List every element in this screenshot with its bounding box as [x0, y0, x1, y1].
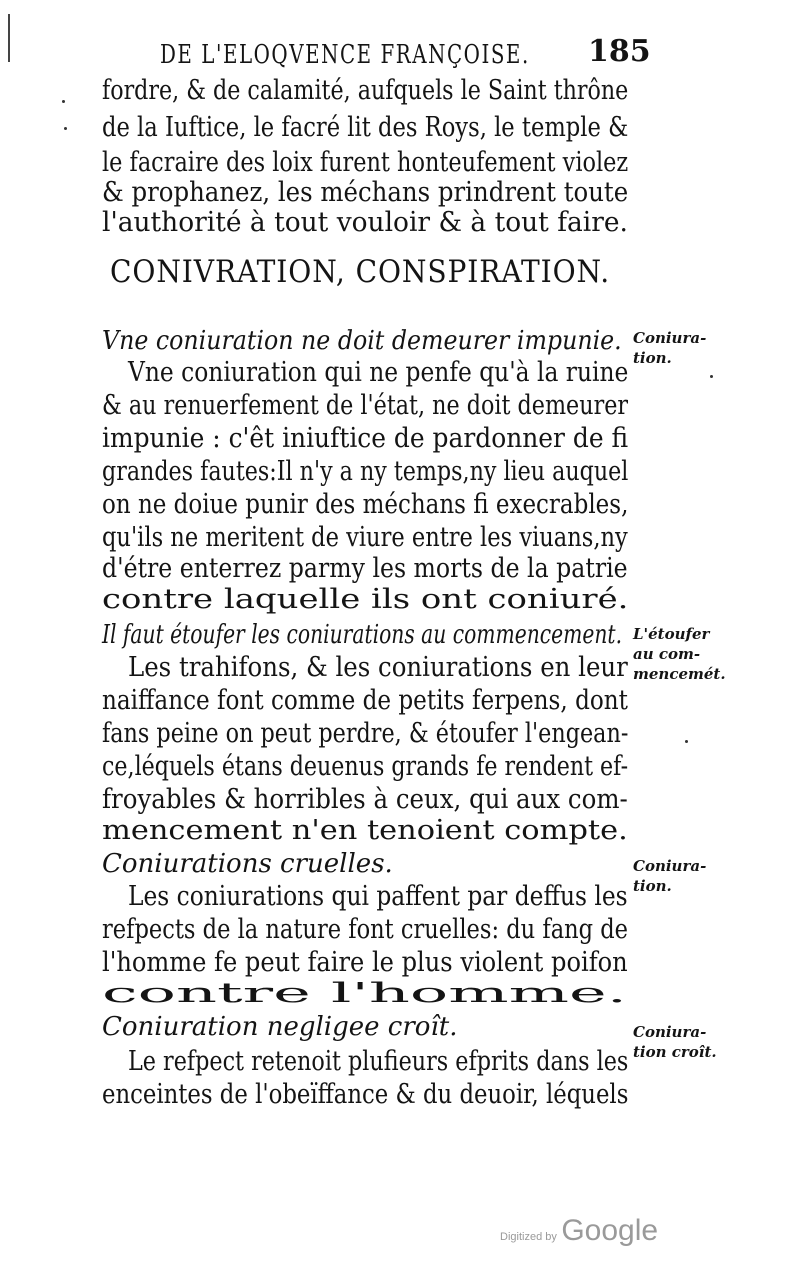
digitization-watermark	[500, 1214, 658, 1248]
intro-line: & prophanez, les méchans prindrent toute	[102, 177, 629, 208]
ink-speck	[62, 100, 65, 103]
intro-line: de la Iuftice, le facré lit des Roys, le temple &	[102, 112, 629, 143]
body-line: Le refpect retenoit plufieurs efprits dans les	[128, 1046, 629, 1077]
section-title: CONIVRATION, CONSPIRATION.	[110, 254, 611, 290]
body-line: grandes fautes:Il n'y a ny temps,ny lieu auquel	[102, 456, 629, 487]
running-header: DE L'ELOQVENCE FRANÇOISE.	[160, 40, 530, 70]
page-number: 185	[588, 34, 651, 69]
body-line: Vne coniuration qui ne penfe qu'à la ruine	[128, 357, 629, 388]
margin-note	[633, 328, 706, 368]
ink-speck	[64, 127, 67, 130]
body-line: enceintes de l'obeïffance & du deuoir, léquels	[102, 1079, 629, 1110]
body-line: fans peine on peut perdre, & étoufer l'engean-	[102, 718, 629, 749]
ink-speck	[685, 740, 688, 743]
margin-note-line: tion croît.	[633, 1043, 717, 1061]
margin-note-line: L'étoufer	[633, 625, 710, 643]
body-line: contre l'homme.	[102, 978, 627, 1009]
digitized-label: Digitized by	[500, 1231, 557, 1243]
body-line: refpects de la nature font cruelles: du fang de	[102, 914, 629, 945]
margin-note	[633, 856, 706, 896]
intro-line: le facraire des loix furent honteufement violez	[102, 147, 629, 178]
margin-note-line: mencemét.	[633, 665, 726, 683]
margin-pen-mark	[8, 14, 10, 62]
margin-note-line: Coniura-	[633, 857, 707, 875]
body-line: on ne doiue punir des méchans fi execrables,	[102, 489, 629, 520]
google-logo: Google	[561, 1214, 659, 1247]
subtitle: Coniurations cruelles.	[102, 849, 393, 879]
body-line: Les trahifons, & les coniurations en leur	[128, 652, 628, 683]
body-line: contre laquelle ils ont coniuré.	[102, 584, 629, 615]
body-line: d'étre enterrez parmy les morts de la patrie	[102, 553, 628, 584]
margin-note-line: au com-	[633, 645, 701, 663]
ink-speck	[710, 375, 713, 378]
body-line: l'homme fe peut faire le plus violent poifon	[102, 947, 628, 978]
body-line: naiffance font comme de petits ferpens, dont	[102, 685, 628, 716]
body-line: froyables & horribles à ceux, qui aux com-	[102, 784, 628, 815]
subtitle: Coniuration negligee croît.	[102, 1012, 458, 1042]
body-line: impunie : c'êt iniuftice de pardonner de fi	[102, 423, 629, 454]
margin-note-line: Coniura-	[633, 1023, 707, 1041]
margin-note	[633, 624, 726, 684]
body-line: & au renuerfement de l'état, ne doit demeurer	[102, 390, 629, 421]
margin-note-line: tion.	[633, 349, 672, 367]
margin-note	[633, 1022, 717, 1062]
subtitle: Il faut étoufer les coniurations au commencement.	[102, 620, 623, 650]
subtitle: Vne coniuration ne doit demeurer impunie.	[102, 326, 622, 356]
body-line: ce,léquels étans deuenus grands fe rendent ef-	[102, 751, 629, 782]
body-line: qu'ils ne meritent de viure entre les viuans,ny	[102, 522, 628, 553]
body-line: mencement n'en tenoient compte.	[102, 815, 628, 846]
intro-line: fordre, & de calamité, aufquels le Saint thrône	[102, 75, 629, 106]
margin-note-line: Coniura-	[633, 329, 707, 347]
body-line: Les coniurations qui paffent par deffus les	[128, 881, 628, 912]
margin-note-line: tion.	[633, 877, 672, 895]
intro-line: l'authorité à tout vouloir & à tout faire.	[102, 207, 628, 238]
